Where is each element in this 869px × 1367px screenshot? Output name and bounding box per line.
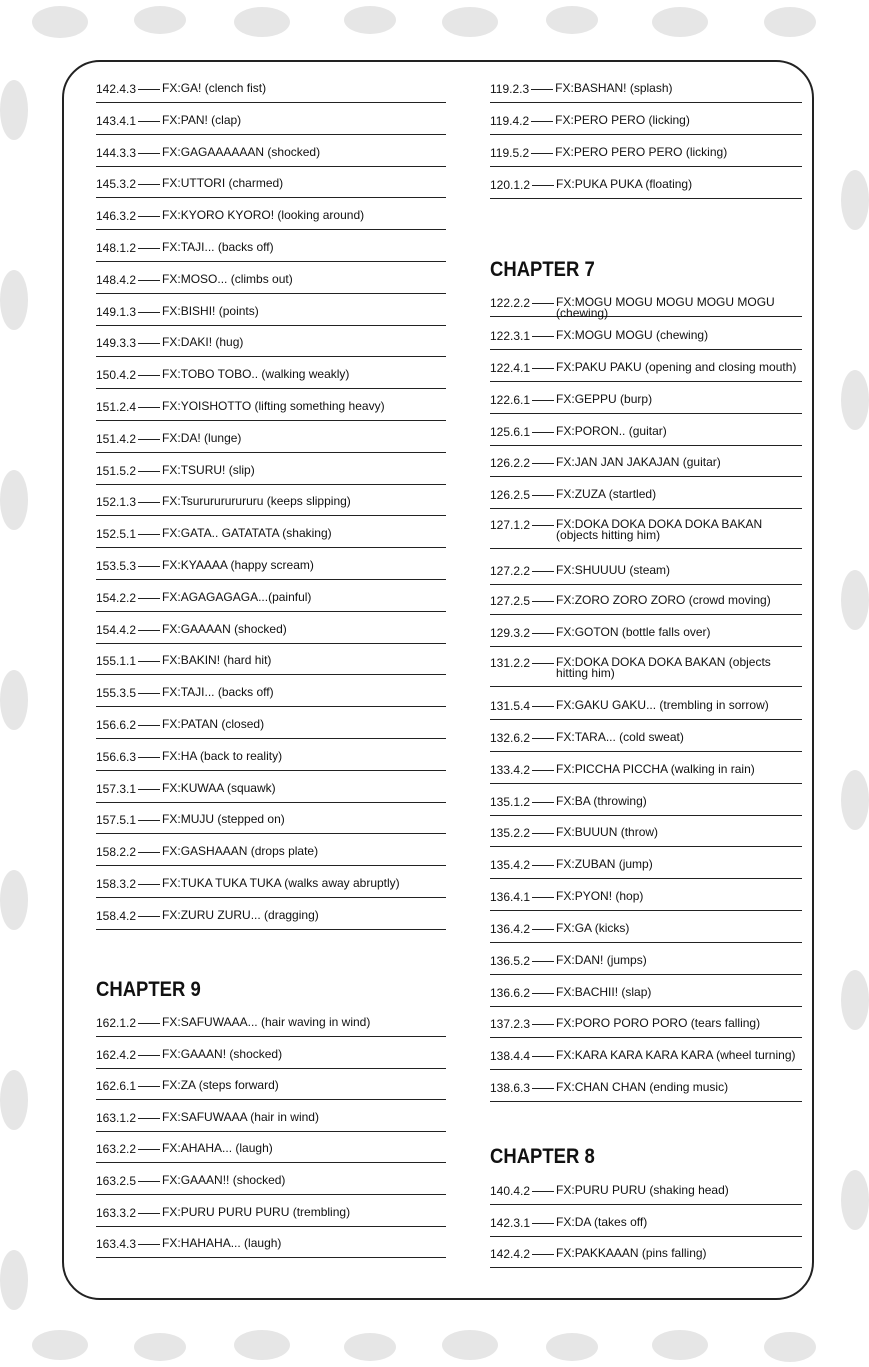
fx-entry xyxy=(96,146,446,167)
entry-dash xyxy=(138,1055,160,1056)
entry-text: FX:SAFUWAAA... (hair waving in wind) xyxy=(162,1015,371,1029)
entry-text: FX:MOSO... (climbs out) xyxy=(162,272,293,286)
entry-dash xyxy=(138,407,160,408)
fx-entry xyxy=(96,432,446,453)
fx-entry xyxy=(490,858,802,879)
fx-entry xyxy=(490,1247,802,1268)
entry-code: 140.4.2 xyxy=(490,1184,531,1198)
entry-text: FX:KYORO KYORO! (looking around) xyxy=(162,208,365,222)
fx-entry xyxy=(96,877,446,898)
entry-code: 146.3.2 xyxy=(96,209,137,223)
entry-code: 142.4.3 xyxy=(96,82,137,96)
entry-text: FX:ZUZA (startled) xyxy=(556,487,657,501)
entry-code: 135.1.2 xyxy=(490,795,531,809)
entry-code: 127.1.2 xyxy=(490,518,531,532)
fx-entry xyxy=(96,273,446,294)
entry-code: 135.2.2 xyxy=(490,826,531,840)
entry-text: FX:ZA (steps forward) xyxy=(162,1078,279,1092)
fx-entry xyxy=(96,654,446,675)
fx-entry xyxy=(96,241,446,262)
entry-code: 136.5.2 xyxy=(490,954,531,968)
entry-code: 122.2.2 xyxy=(490,296,531,310)
entry-code: 126.2.2 xyxy=(490,456,531,470)
fx-entry xyxy=(490,626,802,647)
entry-text: FX:YOISHOTTO (lifting something heavy) xyxy=(162,399,385,413)
fx-entry xyxy=(490,699,802,720)
entry-dash xyxy=(532,770,554,771)
fx-entry xyxy=(96,82,446,103)
fx-entry xyxy=(96,813,446,834)
entry-text: FX:GA! (clench fist) xyxy=(162,81,267,95)
entry-text: FX:BASHAN! (splash) xyxy=(555,81,673,95)
chapter-heading: CHAPTER 8 xyxy=(490,1145,595,1168)
entry-text: FX:CHAN CHAN (ending music) xyxy=(556,1080,729,1094)
entry-dash xyxy=(532,738,554,739)
entry-dash xyxy=(531,89,553,90)
entry-code: 133.4.2 xyxy=(490,763,531,777)
fx-entry xyxy=(96,400,446,421)
fx-entry xyxy=(490,329,802,350)
entry-code: 136.4.1 xyxy=(490,890,531,904)
fx-entry xyxy=(490,795,802,816)
fx-entry xyxy=(96,1174,446,1195)
entry-dash xyxy=(138,757,160,758)
fx-entry xyxy=(490,922,802,943)
entry-text: FX:KYAAAA (happy scream) xyxy=(162,558,314,572)
entry-dash xyxy=(532,961,554,962)
fx-entry xyxy=(490,594,802,615)
entry-code: 137.2.3 xyxy=(490,1017,531,1031)
entry-text: FX:PAKU PAKU (opening and closing mouth) xyxy=(556,360,797,374)
entry-text: FX:UTTORI (charmed) xyxy=(162,176,284,190)
entry-code: 127.2.5 xyxy=(490,594,531,608)
entry-code: 127.2.2 xyxy=(490,564,531,578)
entry-code: 155.3.5 xyxy=(96,686,137,700)
entry-code: 136.6.2 xyxy=(490,986,531,1000)
entry-text: FX:AGAGAGAGA...(painful) xyxy=(162,590,312,604)
entry-text: FX:HA (back to reality) xyxy=(162,749,283,763)
entry-code: 148.1.2 xyxy=(96,241,137,255)
fx-entry xyxy=(96,495,446,516)
entry-text: FX:TSURU! (slip) xyxy=(162,463,255,477)
entry-text: FX:TUKA TUKA TUKA (walks away abruptly) xyxy=(162,876,400,890)
entry-dash xyxy=(138,312,160,313)
entry-dash xyxy=(138,216,160,217)
entry-code: 157.5.1 xyxy=(96,813,137,827)
entry-dash xyxy=(138,661,160,662)
entry-text: FX:ZUBAN (jump) xyxy=(556,857,653,871)
fx-entry xyxy=(490,1017,802,1038)
entry-code: 131.2.2 xyxy=(490,656,531,670)
fx-entry xyxy=(96,591,446,612)
fx-entry xyxy=(490,82,802,103)
entry-dash xyxy=(138,153,160,154)
entry-code: 150.4.2 xyxy=(96,368,137,382)
entry-text: FX:GAKU GAKU... (trembling in sorrow) xyxy=(556,698,769,712)
fx-entry xyxy=(490,1081,802,1102)
fx-entry xyxy=(490,1049,802,1070)
entry-dash xyxy=(138,693,160,694)
entry-text: FX:PORON.. (guitar) xyxy=(556,424,667,438)
entry-code: 142.4.2 xyxy=(490,1247,531,1261)
entry-code: 119.2.3 xyxy=(490,82,530,96)
entry-dash xyxy=(138,630,160,631)
entry-text: FX:KARA KARA KARA KARA (wheel turning) xyxy=(556,1048,796,1062)
entry-text: FX:MUJU (stepped on) xyxy=(162,812,285,826)
entry-text: FX:PORO PORO PORO (tears falling) xyxy=(556,1016,761,1030)
entry-dash xyxy=(138,1244,160,1245)
entry-text: FX:GATA.. GATATATA (shaking) xyxy=(162,526,332,540)
entry-code: 126.2.5 xyxy=(490,488,531,502)
entry-dash xyxy=(532,993,554,994)
entry-code: 162.4.2 xyxy=(96,1048,137,1062)
entry-text: FX:DA (takes off) xyxy=(556,1215,648,1229)
entry-text: FX:MOGU MOGU (chewing) xyxy=(556,328,709,342)
entry-code: 129.3.2 xyxy=(490,626,531,640)
entry-code: 151.2.4 xyxy=(96,400,137,414)
entry-code: 163.1.2 xyxy=(96,1111,137,1125)
chapter-heading: CHAPTER 9 xyxy=(96,978,201,1001)
entry-code: 163.3.2 xyxy=(96,1206,137,1220)
fx-entry xyxy=(96,782,446,803)
fx-entry xyxy=(490,731,802,752)
entry-code: 122.6.1 xyxy=(490,393,531,407)
entry-dash xyxy=(532,1024,554,1025)
fx-entry xyxy=(490,1216,802,1237)
entry-text: FX:PAN! (clap) xyxy=(162,113,242,127)
entry-text: FX:GAAAN! (shocked) xyxy=(162,1047,283,1061)
entry-text: FX:PICCHA PICCHA (walking in rain) xyxy=(556,762,755,776)
entry-text: FX:Tsururururururu (keeps slipping) xyxy=(162,494,351,508)
entry-code: 162.6.1 xyxy=(96,1079,137,1093)
entry-code: 148.4.2 xyxy=(96,273,137,287)
entry-text: FX:DOKA DOKA DOKA DOKA BAKAN (objects hitting him) xyxy=(556,517,763,542)
entry-code: 119.4.2 xyxy=(490,114,530,128)
entry-text: FX:SHUUUU (steam) xyxy=(556,563,671,577)
entry-text: FX:JAN JAN JAKAJAN (guitar) xyxy=(556,455,721,469)
entry-text: FX:AHAHA... (laugh) xyxy=(162,1141,273,1155)
entry-dash xyxy=(138,1086,160,1087)
entry-code: 152.5.1 xyxy=(96,527,137,541)
entry-dash xyxy=(531,153,553,154)
entry-dash xyxy=(138,598,160,599)
entry-dash xyxy=(138,1023,160,1024)
entry-text: FX:PUKA PUKA (floating) xyxy=(556,177,693,191)
fx-entry xyxy=(490,178,802,199)
fx-entry xyxy=(490,146,802,167)
entry-text: FX:GOTON (bottle falls over) xyxy=(556,625,711,639)
fx-entry xyxy=(96,686,446,707)
entry-code: 154.2.2 xyxy=(96,591,137,605)
entry-text: FX:GA (kicks) xyxy=(556,921,630,935)
entry-text: FX:PERO PERO PERO (licking) xyxy=(555,145,728,159)
entry-text: FX:DAKI! (hug) xyxy=(162,335,244,349)
fx-entry xyxy=(96,750,446,771)
entry-text: FX:SAFUWAAA (hair in wind) xyxy=(162,1110,319,1124)
entry-code: 149.1.3 xyxy=(96,305,137,319)
entry-dash xyxy=(138,89,160,90)
entry-text: FX:ZORO ZORO ZORO (crowd moving) xyxy=(556,593,771,607)
entry-dash xyxy=(532,336,554,337)
entry-dash xyxy=(532,571,554,572)
entry-dash xyxy=(138,725,160,726)
entry-dash xyxy=(138,884,160,885)
entry-text: FX:BA (throwing) xyxy=(556,794,647,808)
fx-entry xyxy=(96,845,446,866)
entry-dash xyxy=(532,833,554,834)
entry-dash xyxy=(138,820,160,821)
fx-entry xyxy=(490,564,802,585)
entry-code: 138.6.3 xyxy=(490,1081,531,1095)
entry-text: FX:BISHI! (points) xyxy=(162,304,259,318)
entry-dash xyxy=(532,633,554,634)
entry-text: FX:GAGAAAAAAN (shocked) xyxy=(162,145,321,159)
entry-code: 157.3.1 xyxy=(96,782,137,796)
entry-dash xyxy=(532,463,554,464)
entry-code: 119.5.2 xyxy=(490,146,530,160)
entry-dash xyxy=(532,185,554,186)
fx-entry xyxy=(96,718,446,739)
entry-text: FX:PERO PERO (licking) xyxy=(555,113,690,127)
entry-text: FX:GAAAAN (shocked) xyxy=(162,622,287,636)
entry-code: 136.4.2 xyxy=(490,922,531,936)
entry-code: 144.3.3 xyxy=(96,146,137,160)
fx-entry xyxy=(96,209,446,230)
fx-entry xyxy=(96,336,446,357)
entry-text: FX:GAAAN!! (shocked) xyxy=(162,1173,286,1187)
fx-entry xyxy=(96,527,446,548)
fx-entry xyxy=(490,456,802,477)
entry-code: 122.4.1 xyxy=(490,361,531,375)
entry-dash xyxy=(138,280,160,281)
entry-text: FX:BUUUN (throw) xyxy=(556,825,659,839)
entry-text: FX:TOBO TOBO.. (walking weakly) xyxy=(162,367,350,381)
fx-entry xyxy=(490,890,802,911)
fx-entry xyxy=(96,559,446,580)
entry-text: FX:ZURU ZURU... (dragging) xyxy=(162,908,319,922)
entry-dash xyxy=(138,502,160,503)
entry-text: FX:PYON! (hop) xyxy=(556,889,644,903)
entry-dash xyxy=(532,495,554,496)
entry-dash xyxy=(138,789,160,790)
entry-dash xyxy=(532,525,554,526)
entry-dash xyxy=(138,916,160,917)
entry-text: FX:BAKIN! (hard hit) xyxy=(162,653,272,667)
fx-entry xyxy=(490,763,802,784)
fx-entry xyxy=(96,1237,446,1258)
entry-dash xyxy=(531,121,553,122)
entry-code: 158.3.2 xyxy=(96,877,137,891)
entry-text: FX:GEPPU (burp) xyxy=(556,392,653,406)
entry-dash xyxy=(138,121,160,122)
entry-code: 135.4.2 xyxy=(490,858,531,872)
entry-dash xyxy=(532,802,554,803)
fx-entry xyxy=(490,1184,802,1205)
entry-code: 120.1.2 xyxy=(490,178,531,192)
entry-dash xyxy=(138,248,160,249)
entry-text: FX:TAJI... (backs off) xyxy=(162,240,274,254)
entry-code: 155.1.1 xyxy=(96,654,137,668)
entry-dash xyxy=(138,852,160,853)
entry-text: FX:TAJI... (backs off) xyxy=(162,685,274,699)
fx-entry xyxy=(490,295,802,320)
entry-dash xyxy=(138,184,160,185)
entry-dash xyxy=(138,566,160,567)
entry-text: FX:DA! (lunge) xyxy=(162,431,242,445)
entry-code: 131.5.4 xyxy=(490,699,531,713)
fx-entry xyxy=(490,393,802,414)
entry-code: 152.1.3 xyxy=(96,495,137,509)
entry-dash xyxy=(532,706,554,707)
entry-dash xyxy=(532,1254,554,1255)
entry-dash xyxy=(532,432,554,433)
entry-dash xyxy=(532,1191,554,1192)
fx-entry xyxy=(96,623,446,644)
fx-entry xyxy=(490,656,802,687)
entry-dash xyxy=(532,601,554,602)
entry-code: 163.2.5 xyxy=(96,1174,137,1188)
fx-entry xyxy=(96,114,446,135)
entry-code: 151.5.2 xyxy=(96,464,137,478)
entry-text: FX:DAN! (jumps) xyxy=(556,953,647,967)
fx-entry xyxy=(96,1079,446,1100)
entry-code: 142.3.1 xyxy=(490,1216,531,1230)
fx-entry xyxy=(96,177,446,198)
entry-code: 162.1.2 xyxy=(96,1016,137,1030)
fx-entry xyxy=(96,305,446,326)
fx-entry xyxy=(490,114,802,135)
entry-dash xyxy=(532,368,554,369)
fx-entry xyxy=(490,488,802,509)
chapter-heading: CHAPTER 7 xyxy=(490,258,595,281)
entry-text: FX:PAKKAAAN (pins falling) xyxy=(556,1246,707,1260)
entry-dash xyxy=(138,1149,160,1150)
entry-dash xyxy=(138,471,160,472)
entry-dash xyxy=(532,303,554,304)
fx-entry xyxy=(96,1206,446,1227)
entry-dash xyxy=(138,343,160,344)
fx-entry xyxy=(96,464,446,485)
entry-code: 125.6.1 xyxy=(490,425,531,439)
fx-entry xyxy=(490,826,802,847)
entry-code: 163.2.2 xyxy=(96,1142,137,1156)
entry-text: FX:DOKA DOKA DOKA BAKAN (objects hitting him) xyxy=(556,655,771,680)
fx-entry xyxy=(96,1142,446,1163)
entry-code: 158.4.2 xyxy=(96,909,137,923)
entry-text: FX:MOGU MOGU MOGU MOGU MOGU (chewing) xyxy=(556,295,775,320)
entry-text: FX:KUWAA (squawk) xyxy=(162,781,276,795)
fx-entry xyxy=(96,909,446,930)
entry-dash xyxy=(138,439,160,440)
fx-entry xyxy=(96,1048,446,1069)
fx-entry xyxy=(96,368,446,389)
entry-code: 158.2.2 xyxy=(96,845,137,859)
entry-code: 156.6.3 xyxy=(96,750,137,764)
fx-entry xyxy=(490,954,802,975)
entry-dash xyxy=(532,865,554,866)
entry-code: 138.4.4 xyxy=(490,1049,531,1063)
entry-dash xyxy=(138,375,160,376)
entry-code: 156.6.2 xyxy=(96,718,137,732)
entry-dash xyxy=(532,400,554,401)
entry-dash xyxy=(532,1056,554,1057)
entry-dash xyxy=(138,534,160,535)
entry-dash xyxy=(532,663,554,664)
fx-entry xyxy=(96,1111,446,1132)
entry-code: 154.4.2 xyxy=(96,623,137,637)
entry-code: 149.3.3 xyxy=(96,336,137,350)
entry-text: FX:PURU PURU (shaking head) xyxy=(556,1183,729,1197)
entry-code: 132.6.2 xyxy=(490,731,531,745)
entry-code: 151.4.2 xyxy=(96,432,137,446)
entry-text: FX:BACHII! (slap) xyxy=(556,985,652,999)
entry-dash xyxy=(138,1213,160,1214)
fx-entry xyxy=(490,425,802,446)
entry-dash xyxy=(532,929,554,930)
entry-code: 163.4.3 xyxy=(96,1237,137,1251)
fx-entry xyxy=(490,361,802,382)
entry-dash xyxy=(138,1118,160,1119)
entry-code: 153.5.3 xyxy=(96,559,137,573)
entry-text: FX:HAHAHA... (laugh) xyxy=(162,1236,282,1250)
entry-text: FX:PATAN (closed) xyxy=(162,717,265,731)
fx-entry xyxy=(96,1016,446,1037)
entry-dash xyxy=(138,1181,160,1182)
entry-dash xyxy=(532,1223,554,1224)
fx-entry xyxy=(490,518,802,549)
fx-entry xyxy=(490,986,802,1007)
entry-text: FX:PURU PURU PURU (trembling) xyxy=(162,1205,351,1219)
entry-code: 143.4.1 xyxy=(96,114,137,128)
entry-dash xyxy=(532,1088,554,1089)
entry-dash xyxy=(532,897,554,898)
entry-text: FX:TARA... (cold sweat) xyxy=(556,730,684,744)
entry-text: FX:GASHAAAN (drops plate) xyxy=(162,844,319,858)
entry-code: 145.3.2 xyxy=(96,177,137,191)
entry-code: 122.3.1 xyxy=(490,329,531,343)
